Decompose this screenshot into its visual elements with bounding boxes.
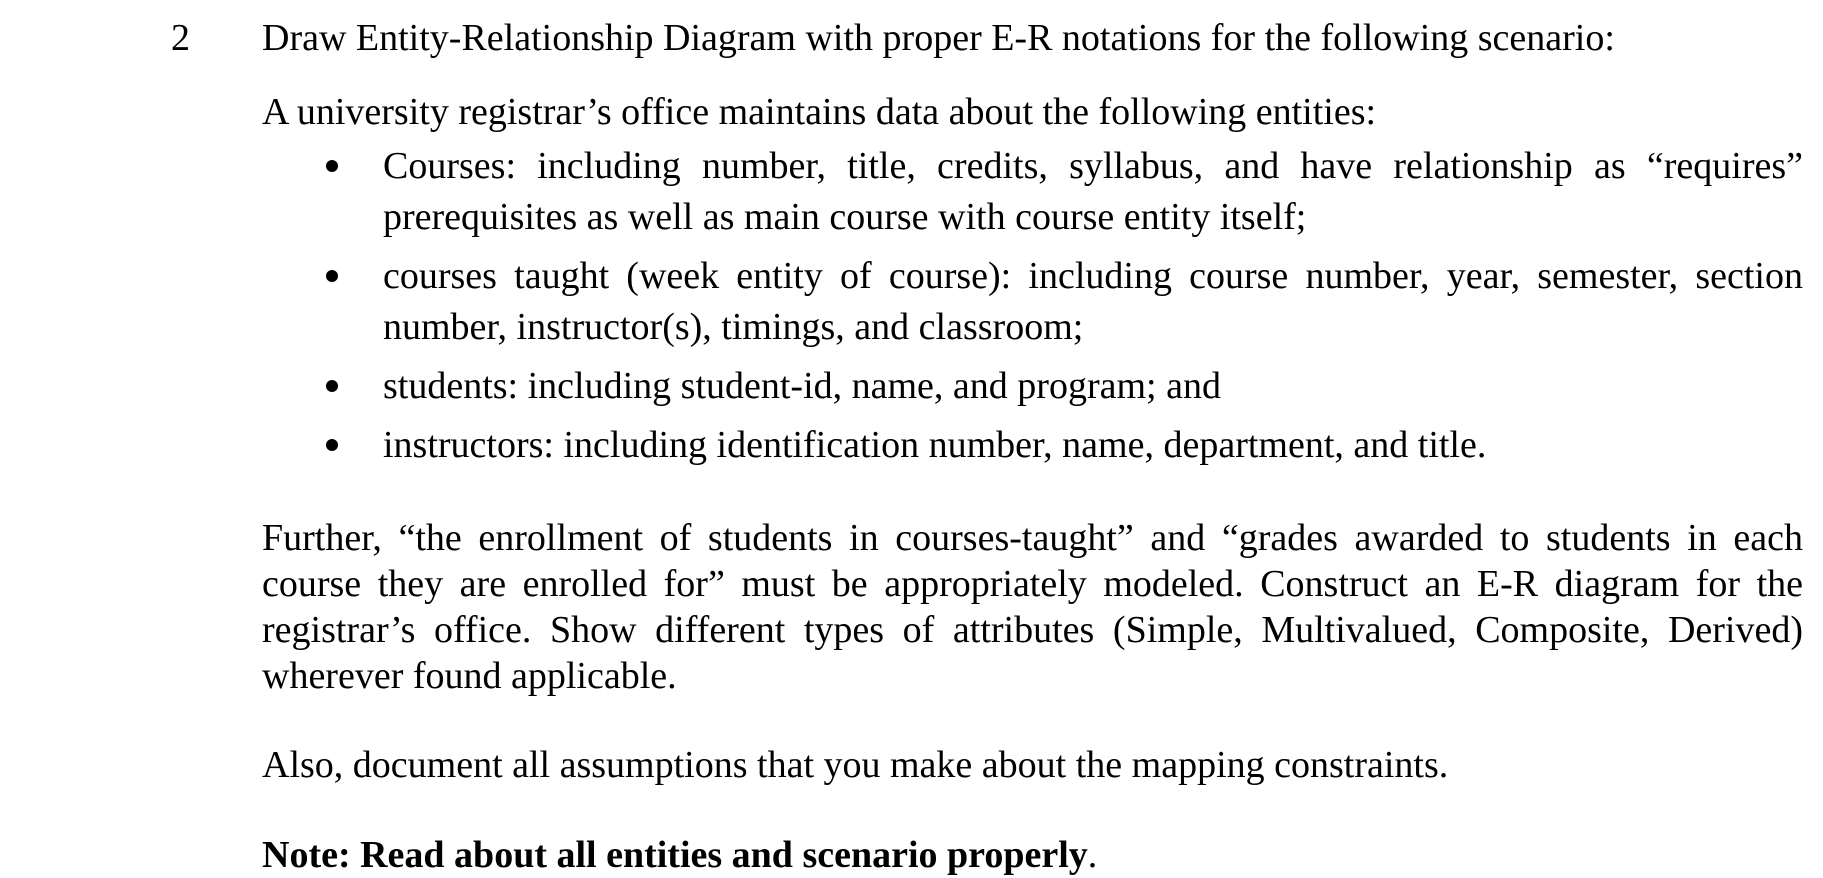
list-item-text: courses taught (week entity of course): including course number, year, semester, section number, instructor(s), timings, and classroom; bbox=[383, 255, 1803, 349]
bullet-icon bbox=[326, 270, 338, 282]
list-item bbox=[262, 251, 1803, 353]
question-prompt: Draw Entity-Relationship Diagram with proper E-R notations for the following scenario: bbox=[262, 17, 1615, 59]
question-number: 2 bbox=[171, 17, 190, 59]
further-paragraph: Further, “the enrollment of students in courses-taught” and “grades awarded to students in each course they are enrolled for” must be appropriately modeled. Construct an E-R diagram for the registrar’s office. Show different types of attributes (Simple, Multivalued, Composite, Derived) wherever found applicable. bbox=[262, 517, 1803, 698]
list-item-text: students: including student-id, name, and program; and bbox=[383, 365, 1221, 408]
list-item-text: Courses: including number, title, credits, syllabus, and have relationship as “requires” prerequisites as well as main course with course entity itself; bbox=[383, 145, 1803, 239]
question-body bbox=[262, 16, 1803, 878]
bullet-icon bbox=[326, 439, 338, 451]
note-paragraph bbox=[262, 833, 1803, 878]
list-item bbox=[262, 141, 1803, 243]
list-item bbox=[262, 361, 1803, 412]
list-item bbox=[262, 420, 1803, 471]
entity-list bbox=[262, 141, 1803, 471]
assumptions-paragraph: Also, document all assumptions that you make about the mapping constraints. bbox=[262, 744, 1449, 787]
note-tail: . bbox=[1087, 833, 1098, 876]
bullet-icon bbox=[326, 160, 338, 172]
bullet-icon bbox=[326, 380, 338, 392]
note-bold-text: Note: Read about all entities and scenario properly bbox=[262, 833, 1088, 876]
list-item-text: instructors: including identification number, name, department, and title. bbox=[383, 424, 1487, 467]
scenario-intro: A university registrar’s office maintains data about the following entities: bbox=[262, 90, 1377, 133]
